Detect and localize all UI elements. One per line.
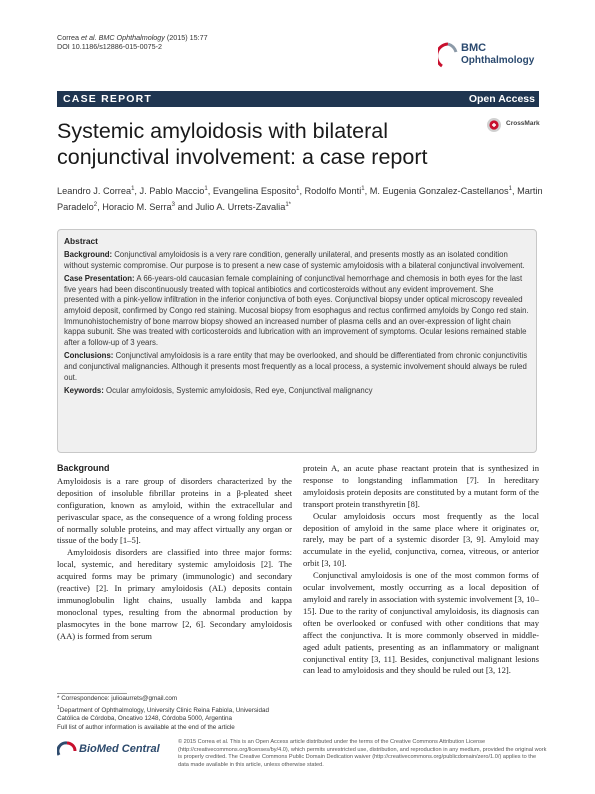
crossmark-badge[interactable]: CrossMark xyxy=(486,115,550,135)
journal-logo-icon xyxy=(438,40,458,70)
publisher-logo: BioMed Central xyxy=(57,740,167,760)
abstract-conclusions: Conclusions: Conjunctival amyloidosis is a rare entity that may be overlooked, and should be differentiated from chronic conjunctivitis and conjunctival malignancies. Although it presents most frequently as a local process, a systemic involvement should always be ruled out. xyxy=(64,351,528,382)
crossmark-icon xyxy=(486,117,502,133)
author: M. Eugenia Gonzalez-Castellanos$^1$ xyxy=(369,186,512,197)
open-access-label: Open Access xyxy=(468,93,535,105)
paragraph: Amyloidosis disorders are classified into three major forms: local, systemic, and hereditary systemic amyloidosis [2]. The acquired forms may be primary (immunologic) and secondary (reactive) [2]. In primary amyloidosis (AL) deposits contain immunoglobulin light chains, usually lambda and kappa monoclonal types, resulting from the abnormal production by plasmocytes in the bone marrow [2, 6]. Secondary amyloidosis (AA) is formed from serum xyxy=(57,547,292,641)
abstract-heading: Abstract xyxy=(64,236,98,246)
article-title: Systemic amyloidosis with bilateral conjunctival involvement: a case report xyxy=(57,119,428,169)
full-list-note: Full list of author information is available at the end of the article xyxy=(57,723,235,731)
abstract-keywords: Keywords: Ocular amyloidosis, Systemic amyloidosis, Red eye, Conjunctival malignancy xyxy=(64,386,373,396)
publisher-logo-icon xyxy=(57,741,77,759)
abstract-case: Case Presentation: A 66-years-old caucasian female complaining of conjunctival hemorrhage and chemosis in both eyes for the last five years had been discontinuously treated with topical antibiotics and corticosteroids without any evident improvement. She presented with a pink-yellow infiltration in the inferior conjunctiva of both eyes. Conjunctival biopsy under optical microscopy revealed amyloid deposit, confirmed by Congo red staining. Mucosal biopsy from esophagus and rectus confirmed amyloids by Congo red stain. Immunohistochemistry of bone marrow biopsy showed an increased number of plasma cells and an over-expression of light chain kappa subunit. She was treated with corticosteroids and lubrication with an improvement of symptoms. Ocular lesions remained stable after a follow-up of 3 years. xyxy=(64,274,529,347)
license-text: © 2015 Correa et al. This is an Open Access article distributed under the terms of the Creative Commons Attribution License (http://creativecommons.org/licenses/by/4.0), which permits unrestricted use, distribution, and reproduction in any medium, provided the original work is properly credited. The Creative Commons Public Domain Dedication waiver (http://creativecommons.org/publicdomain/zero/1.0/) applies to the data made available in this article, unless otherwise stated. xyxy=(178,739,547,769)
abstract-box xyxy=(57,229,537,453)
journal-logo xyxy=(438,36,550,76)
paragraph: protein A, an acute phase reactant protein that is synthesized in response to longstanding inflammation [7]. In hereditary amyloidosis protein deposits are constituted by a mutant form of the transport protein transthyretin [8]. xyxy=(303,463,539,509)
body-column-right xyxy=(303,463,539,677)
citation-block xyxy=(57,33,208,51)
paragraph: Amyloidosis is a rare group of disorders characterized by the deposition of insoluble fibrillar proteins in a β-pleated sheet configuration, known as amyloid, within the extracellular and perivascular space, as the consequence of a wrong folding process of normally soluble proteins, and may affect virtually any organ or tissue of the body [1–5]. xyxy=(57,475,292,546)
author: Julio A. Urrets-Zavalia$^{1*}$ xyxy=(195,201,291,212)
abstract-background: Background: Conjunctival amyloidosis is a very rare condition, generally unilateral, and presents mostly as an isolated condition without systemic compromise. Our purpose is to present a new case of systemic amyloidosis with a bilateral conjunctival involvement. xyxy=(64,250,525,270)
footnotes xyxy=(57,695,292,732)
footnote-divider xyxy=(57,693,127,694)
logo-line2: Ophthalmology xyxy=(461,55,535,66)
author: Martin Paradelo$^2$ xyxy=(57,186,543,212)
paragraph: Conjunctival amyloidosis is one of the most common forms of ocular involvement, mostly occurring as a local deposition of amyloid and rarely in association with systemic involvement [3, 10–15]. Due to the rarity of conjunctival amyloidosis, its diagnosis can often be overlooked or confused with other conditions that may affect the conjunctiva. It is more commonly observed in middle-aged adult patients, presenting as an inflammatory or malignant conjunctival entity [3, 11]. Besides, conjunctival malignant lesions can lead to amyloidosis and they should be ruled out [3, 12]. xyxy=(303,570,539,676)
section-heading: Background xyxy=(57,463,110,473)
author: Leandro J. Correa$^1$ xyxy=(57,186,135,197)
author-list: Leandro J. Correa$^1$, J. Pablo Maccio$^1$, Evangelina Esposito$^1$, Rodolfo Monti$^1$, M. Eugenia Gonzalez-Castellanos$^1$, Martin Paradelo$^2$, Horacio M. Serra$^3$ and Julio A. Urrets-Zavalia$^{1*}$ xyxy=(57,186,543,212)
doi: DOI 10.1186/s12886-015-0075-2 xyxy=(57,42,162,52)
body-column-left xyxy=(57,463,292,643)
article-type-banner xyxy=(57,91,539,107)
paragraph: Ocular amyloidosis occurs most frequently as the local deposition of amyloid in the same place where it originates or, rarely, may be part of a systemic disorder [3, 9]. Amyloid may accumulate in the eyelid, conjunctiva, cornea, vitreous, or anterior orbit [3, 10]. xyxy=(303,510,539,569)
author: Evangelina Esposito$^1$ xyxy=(212,186,300,197)
author: Rodolfo Monti$^1$ xyxy=(304,186,365,197)
article-type: CASE REPORT xyxy=(63,93,153,105)
citation-line: Correa et al. BMC Ophthalmology (2015) 15:77 xyxy=(57,33,208,42)
author: J. Pablo Maccio$^1$ xyxy=(139,186,208,197)
logo-line1: BMC xyxy=(461,42,487,54)
correspondence: * Correspondence: julioaurrets@gmail.com xyxy=(57,695,178,702)
affiliation: $^1$Department of Ophthalmology, University Clinic Reina Fabiola, Universidad Católica de Córdoba, Oncativo 1248, Córdoba 5000, Argentina xyxy=(57,704,269,723)
author: Horacio M. Serra$^3$ xyxy=(102,201,176,212)
